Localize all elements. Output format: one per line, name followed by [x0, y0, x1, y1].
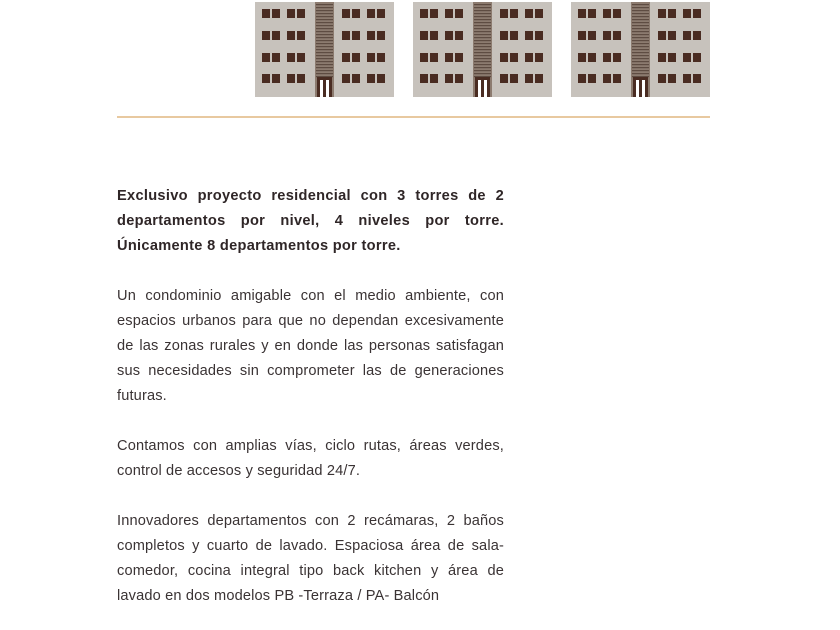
stair-step — [632, 25, 649, 26]
window-pane — [658, 9, 666, 18]
window-pane — [420, 31, 428, 40]
window-pane — [658, 74, 666, 83]
window-pane — [525, 9, 533, 18]
window-pane — [287, 53, 295, 62]
window-pane — [287, 9, 295, 18]
window-pane — [262, 74, 270, 83]
stair-step — [474, 43, 491, 44]
stair-step — [316, 4, 333, 5]
stair-step — [474, 7, 491, 8]
stair-step — [474, 73, 491, 74]
stair-step — [316, 73, 333, 74]
window-pane — [668, 9, 676, 18]
window-pane — [683, 74, 691, 83]
stair-step — [632, 73, 649, 74]
window-pane — [352, 9, 360, 18]
stair-step — [316, 58, 333, 59]
window-pane — [455, 53, 463, 62]
window-pane — [613, 74, 621, 83]
window-pane — [525, 53, 533, 62]
window-pane — [693, 74, 701, 83]
window-pane — [287, 74, 295, 83]
window-pane — [668, 74, 676, 83]
window-pane — [352, 74, 360, 83]
window-pane — [342, 74, 350, 83]
window-pane — [342, 53, 350, 62]
window-pane — [535, 53, 543, 62]
tower-entrance — [317, 77, 332, 97]
stair-step — [474, 67, 491, 68]
stair-step — [632, 49, 649, 50]
window-pane — [430, 53, 438, 62]
window-pane — [342, 31, 350, 40]
stair-step — [316, 61, 333, 62]
intro-paragraph: Exclusivo proyecto residencial con 3 torres de 2 departamentos por nivel, 4 niveles por torre. Únicamente 8 departamentos por torre. — [117, 188, 504, 254]
window-pane — [578, 53, 586, 62]
window-pane — [658, 31, 666, 40]
stair-step — [474, 40, 491, 41]
window-pane — [342, 9, 350, 18]
window-pane — [613, 53, 621, 62]
stair-step — [632, 70, 649, 71]
window-pane — [430, 74, 438, 83]
window-pane — [420, 9, 428, 18]
window-pane — [588, 53, 596, 62]
tower-entrance — [475, 77, 490, 97]
window-pane — [535, 9, 543, 18]
window-pane — [352, 31, 360, 40]
stair-step — [632, 64, 649, 65]
window-pane — [262, 53, 270, 62]
window-pane — [297, 53, 305, 62]
stair-step — [474, 37, 491, 38]
window-pane — [262, 31, 270, 40]
stair-step — [474, 55, 491, 56]
window-pane — [613, 9, 621, 18]
stair-step — [632, 13, 649, 14]
window-pane — [500, 74, 508, 83]
towers-graphic — [0, 0, 840, 100]
stair-step — [632, 10, 649, 11]
stair-step — [316, 64, 333, 65]
stair-step — [632, 52, 649, 53]
window-pane — [510, 9, 518, 18]
towers-illustration — [0, 0, 840, 100]
stair-step — [474, 70, 491, 71]
stair-step — [316, 52, 333, 53]
window-pane — [367, 74, 375, 83]
window-pane — [613, 31, 621, 40]
door-panel — [642, 80, 645, 97]
window-pane — [500, 9, 508, 18]
tower-3 — [571, 2, 710, 97]
window-pane — [683, 31, 691, 40]
stair-step — [316, 31, 333, 32]
stair-step — [632, 19, 649, 20]
window-pane — [603, 9, 611, 18]
apartments-paragraph: Innovadores departamentos con 2 recámaras, 2 baños completos y cuarto de lavado. Espaciosa área de sala-comedor, cocina integral tipo back kitchen y área de lavado en dos modelos PB -Terraza / PA- Balcón — [117, 513, 504, 604]
tower-2 — [413, 2, 552, 97]
stair-step — [632, 16, 649, 17]
stair-step — [632, 46, 649, 47]
stair-step — [474, 49, 491, 50]
window-pane — [367, 9, 375, 18]
stair-step — [474, 25, 491, 26]
stair-step — [632, 67, 649, 68]
stair-step — [474, 4, 491, 5]
window-pane — [445, 74, 453, 83]
stair-step — [316, 25, 333, 26]
stair-step — [316, 7, 333, 8]
window-pane — [297, 74, 305, 83]
stair-step — [316, 28, 333, 29]
environment-paragraph: Un condominio amigable con el medio ambiente, con espacios urbanos para que no dependan excesivamente de las zonas rurales y en donde las personas satisfagan sus necesidades sin comprometer las de generaciones futuras. — [117, 288, 504, 404]
window-pane — [588, 9, 596, 18]
window-pane — [603, 74, 611, 83]
tower-1 — [255, 2, 394, 97]
stair-step — [316, 13, 333, 14]
door-panel — [478, 80, 481, 97]
window-pane — [377, 9, 385, 18]
window-pane — [377, 74, 385, 83]
window-pane — [668, 31, 676, 40]
window-pane — [500, 53, 508, 62]
stair-step — [632, 28, 649, 29]
window-pane — [578, 9, 586, 18]
window-pane — [693, 9, 701, 18]
stair-step — [632, 4, 649, 5]
stair-step — [316, 16, 333, 17]
window-pane — [445, 9, 453, 18]
door-panel — [636, 80, 639, 97]
window-pane — [272, 74, 280, 83]
door-panel — [326, 80, 329, 97]
stair-step — [474, 58, 491, 59]
stair-step — [632, 43, 649, 44]
window-pane — [658, 53, 666, 62]
window-pane — [535, 74, 543, 83]
window-pane — [367, 31, 375, 40]
stair-step — [316, 19, 333, 20]
window-pane — [525, 74, 533, 83]
window-pane — [510, 53, 518, 62]
stair-step — [632, 55, 649, 56]
stair-step — [474, 61, 491, 62]
window-pane — [683, 9, 691, 18]
window-pane — [693, 31, 701, 40]
stair-step — [474, 46, 491, 47]
window-pane — [525, 31, 533, 40]
stair-step — [474, 10, 491, 11]
stair-step — [316, 43, 333, 44]
window-pane — [445, 31, 453, 40]
stair-step — [316, 22, 333, 23]
stair-step — [316, 34, 333, 35]
window-pane — [510, 74, 518, 83]
window-pane — [262, 9, 270, 18]
window-pane — [445, 53, 453, 62]
stair-step — [316, 55, 333, 56]
stair-step — [474, 64, 491, 65]
stair-step — [474, 13, 491, 14]
stair-step — [474, 28, 491, 29]
window-pane — [367, 53, 375, 62]
window-pane — [578, 74, 586, 83]
stair-step — [474, 52, 491, 53]
window-pane — [272, 9, 280, 18]
window-pane — [683, 53, 691, 62]
stair-step — [632, 31, 649, 32]
stair-step — [316, 10, 333, 11]
stair-step — [474, 31, 491, 32]
window-pane — [420, 53, 428, 62]
stair-step — [632, 34, 649, 35]
door-panel — [484, 80, 487, 97]
stair-step — [474, 22, 491, 23]
window-pane — [588, 31, 596, 40]
stair-step — [316, 46, 333, 47]
window-pane — [603, 31, 611, 40]
window-pane — [377, 53, 385, 62]
stair-step — [316, 40, 333, 41]
window-pane — [603, 53, 611, 62]
window-pane — [535, 31, 543, 40]
tower-entrance — [633, 77, 648, 97]
window-pane — [297, 9, 305, 18]
window-pane — [693, 53, 701, 62]
stair-step — [316, 37, 333, 38]
window-pane — [287, 31, 295, 40]
stair-step — [632, 22, 649, 23]
stair-step — [474, 16, 491, 17]
divider-line — [117, 116, 710, 118]
window-pane — [352, 53, 360, 62]
window-pane — [297, 31, 305, 40]
stair-step — [632, 61, 649, 62]
amenities-paragraph: Contamos con amplias vías, ciclo rutas, áreas verdes, control de accesos y seguridad 24/7. — [117, 438, 504, 479]
stair-step — [632, 40, 649, 41]
window-pane — [420, 74, 428, 83]
window-pane — [272, 53, 280, 62]
window-pane — [588, 74, 596, 83]
stair-step — [474, 19, 491, 20]
stair-step — [632, 58, 649, 59]
door-panel — [320, 80, 323, 97]
window-pane — [578, 31, 586, 40]
window-pane — [377, 31, 385, 40]
stair-step — [316, 49, 333, 50]
stair-step — [632, 7, 649, 8]
window-pane — [272, 31, 280, 40]
stair-step — [474, 34, 491, 35]
window-pane — [455, 9, 463, 18]
window-pane — [455, 74, 463, 83]
window-pane — [500, 31, 508, 40]
stair-step — [316, 70, 333, 71]
window-pane — [430, 9, 438, 18]
stair-step — [316, 67, 333, 68]
window-pane — [668, 53, 676, 62]
stair-step — [632, 37, 649, 38]
window-pane — [455, 31, 463, 40]
window-pane — [510, 31, 518, 40]
window-pane — [430, 31, 438, 40]
description-text — [117, 184, 504, 630]
